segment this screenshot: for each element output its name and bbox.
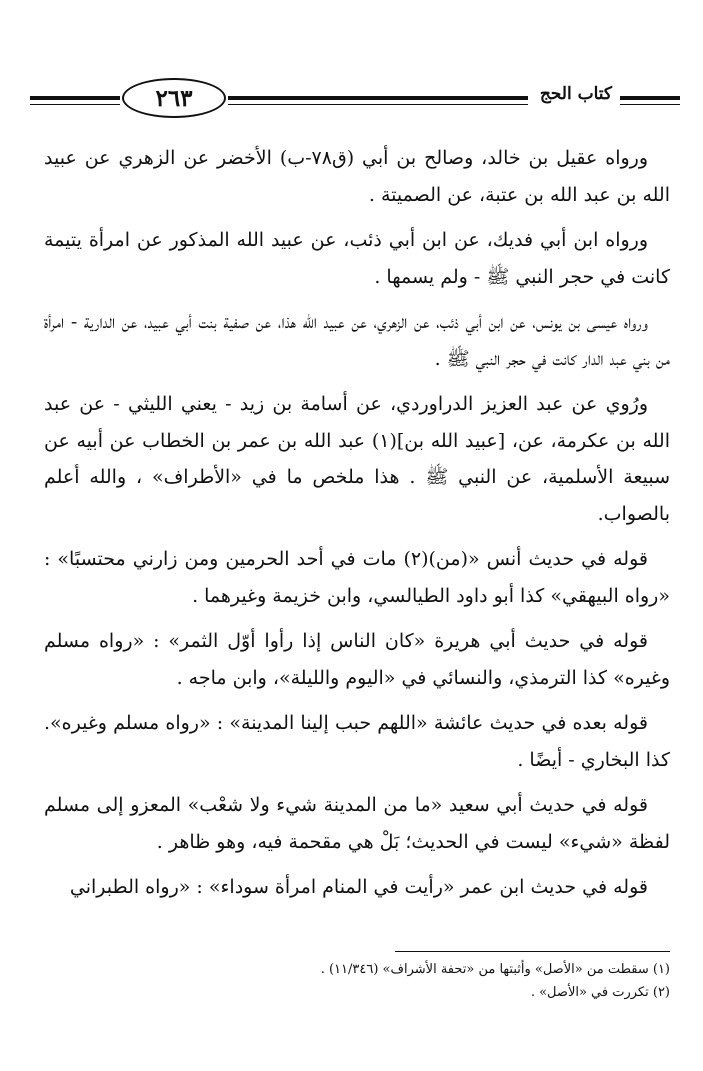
paragraph: قوله في حديث أبي سعيد «ما من المدينة شيء ولا شعْب» المعزو إلى مسلم لفظة «شيء» ليست في الحديث؛ بَلْ هي مقحمة فيه، وهو ظاهر .: [44, 794, 670, 853]
footnote: (١) سقطت من «الأصل» وأثبتها من «تحفة الأشراف» (١١/٣٤٦) .: [320, 962, 670, 977]
footnote-separator: [395, 951, 670, 952]
paragraph: ورواه عيسى بن يونس، عن ابن أبي ذئب، عن الزهري، عن عبيد الله هذا، عن صفية بنت أبي عبيد، عن الدارية - امرأة من بني عبد الدار كانت في حجر النبي ﷺ .: [44, 311, 670, 370]
page-header: [30, 72, 680, 124]
header-rule-middle-thin: [228, 104, 528, 105]
paragraph: ورُوي عن عبد العزيز الدراوردي، عن أسامة بن زيد - يعني الليثي - عن عبد الله بن عكرمة، عن، [عبيد الله بن](١) عبد الله بن عمر بن الخطاب عن أبيه عن سبيعة الأسلمية، عن النبي ﷺ . هذا ملخص ما في «الأطراف» ، والله أعلم بالصواب.: [44, 393, 670, 525]
paragraph: قوله في حديث أبي هريرة «كان الناس إذا رأوا أوّل الثمر» : «رواه مسلم وغيره» كذا الترمذي، والنسائي في «اليوم والليلة»، وابن ماجه .: [44, 630, 670, 689]
paragraph: قوله في حديث ابن عمر «رأيت في المنام امرأة سوداء» : «رواه الطبراني: [69, 876, 648, 898]
paragraph: ورواه ابن أبي فديك، عن ابن أبي ذئب، عن عبيد الله المذكور عن امرأة يتيمة كانت في حجر النبي ﷺ - ولم يسمها .: [44, 229, 670, 288]
header-rule-left: [30, 96, 120, 100]
paragraph: ورواه عقيل بن خالد، وصالح بن أبي (ق٧٨-ب) الأخضر عن الزهري عن عبيد الله بن عبد الله بن عتبة، عن الصميتة .: [44, 147, 670, 206]
footnotes: [44, 958, 670, 1004]
header-rule-left-thin: [30, 104, 120, 105]
paragraph: قوله بعده في حديث عائشة «اللهم حبب إلينا المدينة» : «رواه مسلم وغيره». كذا البخاري - أيضًا .: [44, 712, 670, 771]
header-rule-right-thin: [620, 104, 680, 105]
page-number: ٢٦٣: [122, 78, 226, 118]
footnote: (٢) تكررت في «الأصل» .: [530, 985, 670, 1000]
body-text: [44, 140, 670, 915]
header-rule-right: [620, 96, 680, 100]
header-rule-middle: [228, 96, 528, 100]
paragraph: قوله في حديث أنس «(من)(٢) مات في أحد الحرمين ومن زارني محتسبًا» : «رواه البيهقي» كذا أبو داود الطيالسي، وابن خزيمة وغيرهما .: [44, 548, 670, 607]
book-title: كتاب الحج: [536, 84, 616, 104]
